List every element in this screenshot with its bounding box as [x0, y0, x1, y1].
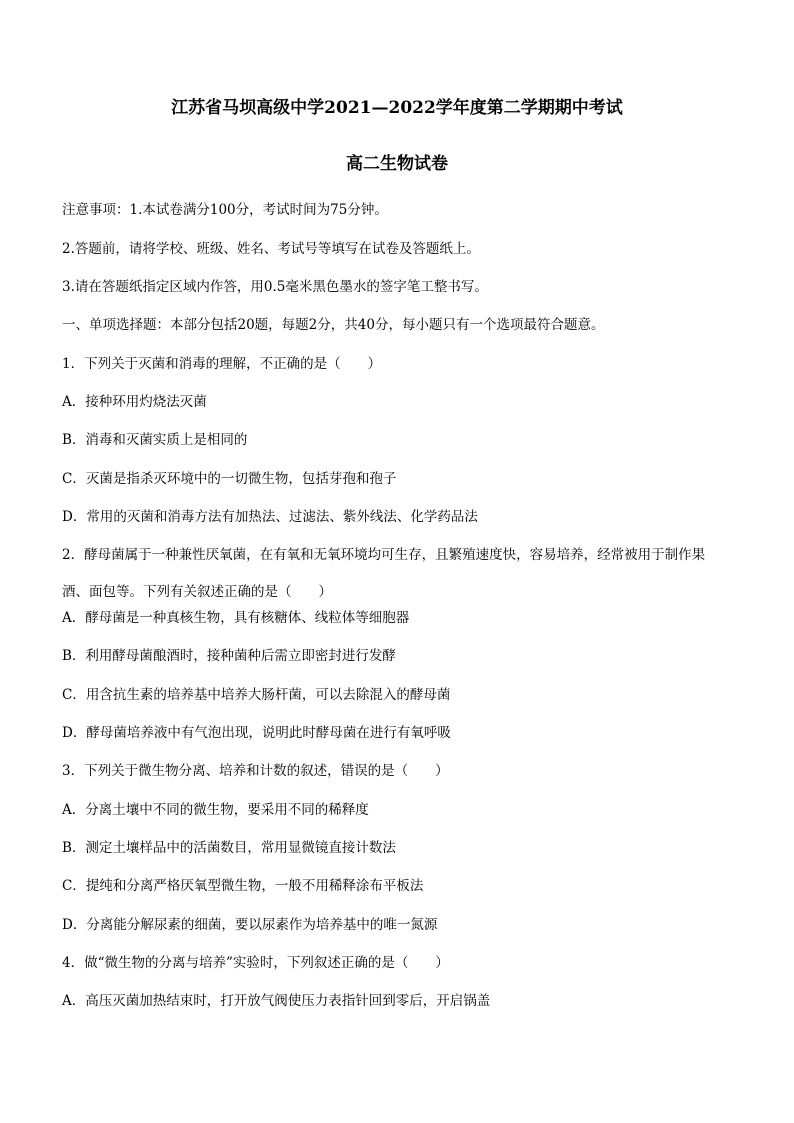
note-1: 注意事项：1.本试卷满分100分，考试时间为75分钟。	[62, 202, 388, 218]
question-4-stem: 4．做“微生物的分离与培养”实验时，下列叙述正确的是（ ）	[62, 955, 449, 971]
question-1-option-a: A．接种环用灼烧法灭菌	[62, 394, 207, 410]
question-3-stem: 3．下列关于微生物分离、培养和计数的叙述，错误的是（ ）	[62, 763, 449, 779]
question-3-option-d: D．分离能分解尿素的细菌，要以尿素作为培养基中的唯一氮源	[62, 917, 438, 933]
question-4-option-a: A．高压灭菌加热结束时，打开放气阀使压力表指针回到零后，开启锅盖	[62, 993, 491, 1009]
question-1-option-c: C．灭菌是指杀灭环境中的一切微生物，包括芽孢和孢子	[62, 471, 397, 487]
question-3-option-a: A．分离土壤中不同的微生物，要采用不同的稀释度	[62, 802, 369, 818]
note-2: 2.答题前，请将学校、班级、姓名、考试号等填写在试卷及答题纸上。	[62, 241, 480, 257]
section-heading: 一、单项选择题：本部分包括20题，每题2分，共40分，每小题只有一个选项最符合题意。	[62, 317, 605, 333]
question-3-option-c: C．提纯和分离严格厌氧型微生物，一般不用稀释涂布平板法	[62, 878, 424, 894]
question-2-option-a: A．酵母菌是一种真核生物，具有核糖体、线粒体等细胞器	[62, 610, 410, 626]
question-2-stem: 2．酵母菌属于一种兼性厌氧菌，在有氧和无氧环境均可生存，且繁殖速度快，容易培养，经常被用于制作果酒、面包等。下列有关叙述正确的是（ ）	[62, 547, 706, 600]
question-1-stem: 1．下列关于灭菌和消毒的理解，不正确的是（ ）	[62, 356, 382, 372]
note-3: 3.请在答题纸指定区域内作答，用0.5毫米黑色墨水的签字笔工整书写。	[62, 279, 488, 295]
question-3-option-b: B．测定土壤样品中的活菌数目，常用显微镜直接计数法	[62, 840, 396, 856]
exam-subtitle: 高二生物试卷	[346, 154, 448, 174]
question-2-option-b: B．利用酵母菌酿酒时，接种菌种后需立即密封进行发酵	[62, 648, 396, 664]
question-1-option-d: D．常用的灭菌和消毒方法有加热法、过滤法、紫外线法、化学药品法	[62, 509, 478, 525]
question-2-option-c: C．用含抗生素的培养基中培养大肠杆菌，可以去除混入的酵母菌	[62, 687, 451, 703]
exam-title: 江苏省马坝高级中学2021—2022学年度第二学期期中考试	[171, 98, 623, 118]
question-2-option-d: D．酵母菌培养液中有气泡出现，说明此时酵母菌在进行有氧呼吸	[62, 725, 451, 741]
question-1-option-b: B．消毒和灭菌实质上是相同的	[62, 432, 248, 448]
